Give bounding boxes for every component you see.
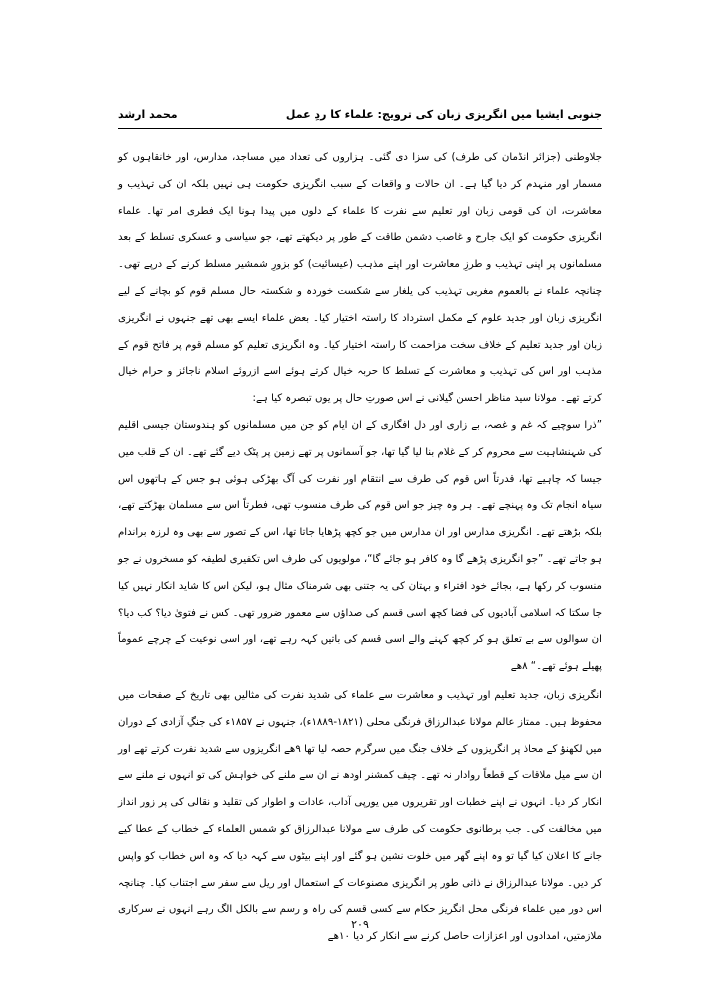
block-quote: ”ذرا سوچیے کہ غم و غصہ، بے زاری اور دل افگاری کے ان ایام کو جن میں مسلمانوں کو ہندوستان جیسی اقلیم کی شہنشاہیت سے محروم کر کے غلام بنا لیا گیا تھا، جو آسمانوں پر تھے زمین پر پٹک دیے گئے تھے۔ ان کے قلب میں جیسا کہ چاہیے تھا، قدرتاً اس قوم کی طرف سے انتقام اور نفرت کی آگ بھڑکی ہوئی ہو جس کے ہاتھوں اس سیاہ انجام تک وہ پہنچے تھے۔ ہر وہ چیز جو اس قوم کی طرف منسوب تھی، فطرتاً اس سے مسلمان بھڑکتے تھے، بلکہ بڑھتے تھے۔ انگریزی مدارس اور ان مدارس میں جو کچھ پڑھایا جاتا تھا، اس کے تصور سے بھی وہ لرزہ براندام ہو جاتے تھے۔ ”جو انگریزی پڑھے گا وہ کافر ہو جائے گا“، مولویوں کی طرف اس تکفیری لطیفہ کو مسخروں نے جو منسوب کر رکھا ہے، بجائے خود افتراء و بہتان کی یہ جتنی بھی شرمناک مثال ہو، لیکن اس کا شاید انکار نہیں کیا جا سکتا کہ اسلامی آبادیوں کی فضا کچھ اسی قسم کی صداؤں سے معمور ضرور تھی۔ کس نے فتویٰ دیا؟ کب دیا؟ ان سوالوں سے بے تعلق ہو کر کچھ کہنے والے اسی قسم کی باتیں کہہ رہے تھے، اور اسی نوعیت کے چرچے عموماً پھیلے ہوئے تھے۔“ ۸ھے bbox=[118, 419, 602, 673]
running-header bbox=[118, 108, 602, 121]
page-number: ۲۰۹ bbox=[351, 918, 369, 931]
paragraph-intro: جلاوطنی (جزائر انڈمان کی طرف) کی سزا دی گئی۔ ہزاروں کی تعداد میں مساجد، مدارس، اور خانقاہوں کو مسمار اور منہدم کر دیا گیا ہے۔ ان حالات و واقعات کے سبب انگریزی حکومت ہی نہیں بلکہ ان کی تہذیب و معاشرت، ان کی قومی زبان اور تعلیم سے نفرت کا علماء کے دلوں میں پیدا ہونا ایک فطری امر تھا۔ علماء انگریزی حکومت کو ایک جارح و غاصب دشمن طاقت کے طور پر دیکھتے تھے، جو سیاسی و عسکری تسلط کے بعد مسلمانوں پر اپنی تہذیب و طرزِ معاشرت اور اپنے مذہب (عیسائیت) کو بزورِ شمشیر مسلط کرنے کے درپے تھی۔ چنانچہ علماء نے بالعموم مغربی تہذیب کی یلغار سے شکست خوردہ و شکستہ حال مسلم قوم کو بچانے کے لیے انگریزی زبان اور جدید علوم کے مکمل استرداد کا راستہ اختیار کیا۔ بعض علماء ایسے بھی تھے جنہوں نے انگریزی زبان اور جدید تعلیم کے خلاف سخت مزاحمت کا راستہ اختیار کیا۔ وہ انگریزی تعلیم کو مسلم قوم پر فاتح قوم کے مذہب اور اس کی تہذیب و معاشرت کے تسلط کا حربہ خیال کرتے ہوئے اسے ازروئے اسلام ناجائز و حرام خیال کرتے تھے۔ مولانا سید مناظر احسن گیلانی نے اس صورتِ حال پر یوں تبصرہ کیا ہے: bbox=[118, 152, 602, 405]
header-author: محمد ارشد bbox=[118, 108, 178, 121]
body-text bbox=[118, 145, 602, 951]
paragraph-after-quote: انگریزی زبان، جدید تعلیم اور تہذیب و معاشرت سے علماء کی شدید نفرت کی مثالیں بھی تاریخ کے صفحات میں محفوظ ہیں۔ ممتاز عالم مولانا عبدالرزاق فرنگی محلی (۱۸۲۱-۱۸۸۹ء)، جنہوں نے ۱۸۵۷ء کی جنگِ آزادی کے دوران میں لکھنؤ کے محاذ پر انگریزوں کے خلاف جنگ میں سرگرم حصہ لیا تھا ۹ھے انگریزوں سے شدید نفرت کرتے تھے اور ان سے میل ملاقات کے قطعاً روادار نہ تھے۔ چیف کمشنر اودھ نے ان سے ملنے کی خواہش کی تو انہوں نے ملنے سے انکار کر دیا۔ انہوں نے اپنے خطبات اور تقریروں میں یورپی آداب، عادات و اطوار کی تقلید و نقالی کی پر زور انداز میں مخالفت کی۔ جب برطانوی حکومت کی طرف سے مولانا عبدالرزاق کو شمس العلماء کے خطاب کے عطا کیے جانے کا اعلان کیا گیا تو وہ اپنے گھر میں خلوت نشین ہو گئے اور اپنے بیٹوں سے کہہ دیا کہ وہ اس خطاب کو واپس کر دیں۔ مولانا عبدالرزاق نے ذاتی طور پر انگریزی مصنوعات کے استعمال اور ریل سے سفر سے اجتناب کیا۔ چنانچہ اس دور میں علماء فرنگی محل انگریز حکام سے کسی قسم کی راہ و رسم سے بالکل الگ رہے انہوں نے سرکاری ملازمتیں، امدادوں اور اعزازات حاصل کرنے سے انکار کر دیا ۱۰ھے bbox=[118, 689, 603, 943]
header-rule bbox=[118, 128, 602, 129]
header-title: جنوبی ایشیا میں انگریزی زبان کی ترویج: علماء کا ردِ عمل bbox=[285, 108, 602, 121]
